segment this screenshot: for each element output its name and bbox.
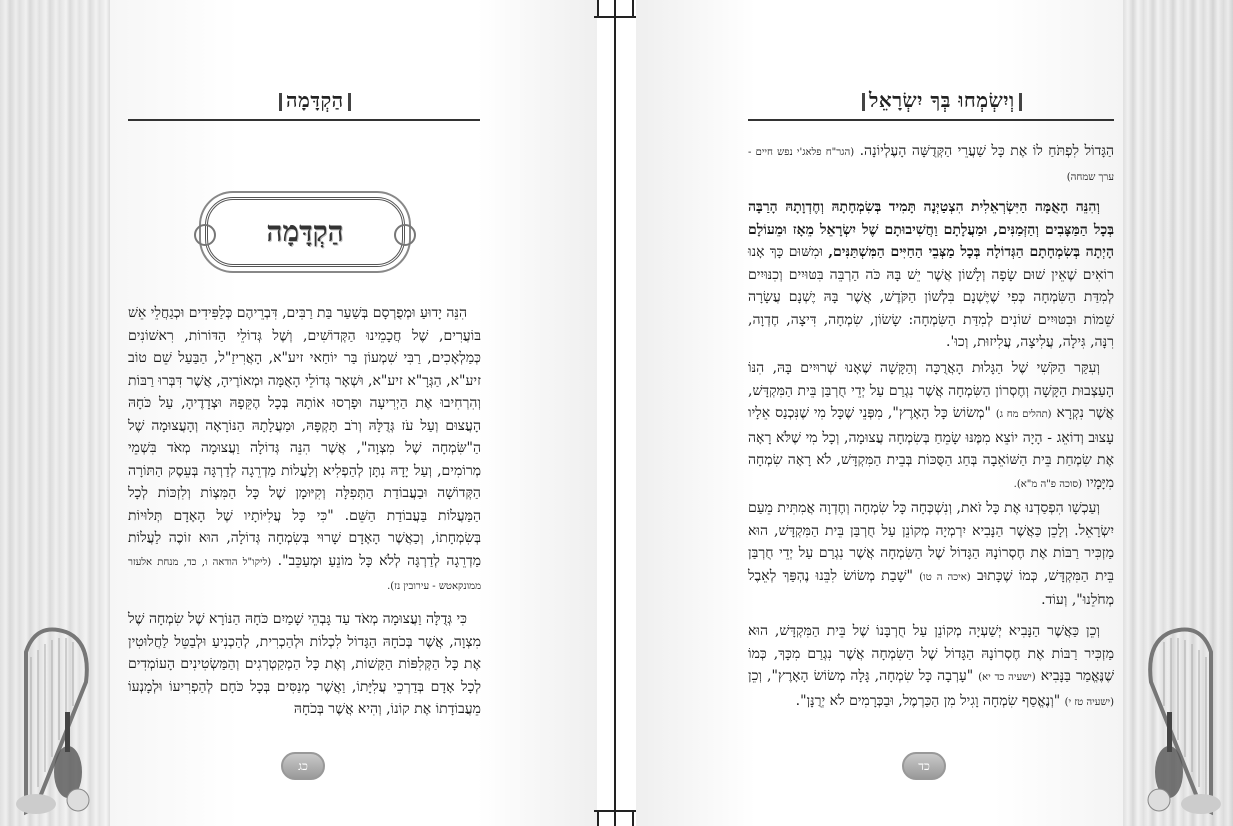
page-number-right: כד: [902, 752, 946, 780]
source-citation: (הגר"ח פלאג'י נפש חיים - ערך שמחה): [748, 147, 1114, 183]
chapter-title: הַקְדָּמָה: [266, 215, 344, 248]
left-page: [0, 0, 597, 826]
left-header-rule: [128, 119, 480, 121]
crop-mark-top-right: [632, 0, 634, 16]
page-number-left: כג: [281, 752, 325, 780]
crop-mark-top-left: [597, 0, 599, 16]
chapter-title-frame: [205, 197, 405, 267]
bold-intro: וְהִנֵּה הָאֻמָּה הַיִּשְׂרְאֵלִית הִצְטַיְּנָה תָּמִיד בְּשִׂמְחָתָהּ וְחֶדְוָתָהּ הָרַבָּה בְּכָל הַמַּצָּבִים וְהַזְּמַנִּים, וּמַעֲלָתָם וַחֲשִׁיבוּתָם שֶׁל יִשְׂרָאֵל מֵאָז וּמֵעוֹלָם הָיְתָה בְּשִׂמְחָתָם הַגְּדוֹלָה בְּכָל מַצְּבֵי הַחַיִּים הַמִּשְׁתַּנִּים,: [748, 199, 1114, 260]
book-gutter: [597, 0, 636, 826]
right-paragraph-4: וְכֵן כַּאֲשֶׁר הַנָּבִיא יְשַׁעְיָה מְקוֹנֵן עַל חֻרְבָּנוֹ שֶׁל בֵּית הַמִּקְדָּשׁ, הוּא מַזְכִּיר רַבּוֹת אֶת חֶסְרוֹנָהּ הַגָּדוֹל שֶׁל הַשִּׂמְחָה אֲשֶׁר נִגְרַם מִכָּךְ, כְּמוֹ שֶׁנֶּאֱמַר בַּנָּבִיא (ישעיה כד יא) "עָרְבָה כָּל שִׂמְחָה, גָּלָה מְשׂוֹשׂ הָאָרֶץ", וְכֵן (ישעיה טז י) "וְנֶאֱסַף שִׂמְחָה וָגִיל מִן הַכַּרְמֶל, וּבַכְּרָמִים לֹא יְרֻנָּן".: [748, 623, 1114, 709]
right-running-head: וְיִשְׂמְחוּ בְּךָ יִשְׂרָאֵל: [858, 88, 1026, 113]
left-paragraph-1: הִנֵּה יָדוּעַ וּמְפֻרְסָם בְּשַׁעַר בַּת רַבִּים, דִּבְרֵיהֶם כְּלַפִּידִים וּכְגַחֲלֵי אֵשׁ בּוֹעֲרִים, שֶׁל חֲכָמֵינוּ הַקְּדוֹשִׁים, וְשֶׁל גְּדוֹלֵי הַדּוֹרוֹת, רִאשׁוֹנִים כְּמַלְאָכִים, רַבִּי שִׁמְעוֹן בַּר יוֹחַאי זיע"א, הָאֲרִיזַ"ל, הַבַּעַל שֵׁם טוֹב זיע"א, הַגְּרָ"א זיע"א, וּשְׁאָר גְּדוֹלֵי הָאֻמָּה וּמְאוֹרֶיהָ, אֲשֶׁר דִּבְּרוּ רַבּוֹת וְהִרְחִיבוּ אֶת הַיְרִיעָה וּפָרְסוּ אוֹתָהּ בְּכָל הֶקֵּפָהּ וּצְדָדֶיהָ, עַל כֹּחָהּ הָעֲצוּם וְעַל עֹז גְּדֻלָּהּ וְרֹב תָּקְפָּהּ, וּמַעֲלָתָהּ הַנּוֹרָאָה וְהָעֲצוּמָה שֶׁל הַ"שִּׂמְחָה שֶׁל מִצְוָה", אֲשֶׁר הִנֵּה גְּדוֹלָה וַעֲצוּמָה מְאֹד בִּשְׁמֵי מְרוֹמִים, וְעַל יָדָהּ נִתָּן לְהַפְלִיא וְלַעֲלוֹת מַדְרֵגָה לְדַרְגָּה בְּעֵסֶק הַתּוֹרָה הַקְּדוֹשָׁה וּבַעֲבוֹדַת הַתְּפִלָּה וְקִיּוּמָן שֶׁל כָּל הַמִּצְוֹת וְלִזְכּוֹת לְכָל הַמַּעֲלוֹת בַּעֲבוֹדַת הַשֵּׁם. "כִּי כָּל עֲלִיּוֹתָיו שֶׁל הָאָדָם תְּלוּיוֹת בְּשִׂמְחָתוֹ, וְכַאֲשֶׁר הָאָדָם שָׁרוּי בְּשִׂמְחָה גְּדוֹלָה, הוּא זוֹכֶה לַעֲלוֹת מַדְרֵגָה לְדַרְגָּה לְלֹא כָּל מוֹנֵעַ וּמְעַכֵּב". (ליקו"ל הודאה ו, כד, מנחת אלעזר ממונקאטש - עירובין נז).: [128, 305, 481, 592]
left-paragraph-2: כִּי גְּדֻלָּה וַעֲצוּמָה מְאֹד עַד גָּבְהֵי שָׁמַיִם כֹּחָהּ הַנּוֹרָא שֶׁל שִׂמְחָה שֶׁל מִצְוָה, אֲשֶׁר בְּכֹחָהּ הַגָּדוֹל לִכְלוֹת וּלְהַכְרִית, לְהַכְנִיעַ וּלְבַטֵּל לַחֲלוּטִין אֶת כָּל הַקְּלִפּוֹת הַקָּשׁוֹת, וְאֶת כָּל הַמְקַטְרְגִים וְהַמַּשְׂטִינִים הָעוֹמְדִים לְכָל אָדָם בְּדַרְכֵי עֲלִיָּתוֹ, וַאֲשֶׁר מְנַסִּים בְּכָל כֹּחָם לְהַפְרִיעוֹ וּלְמָנְעוֹ מֵעֲבוֹדָתוֹ אֶת קוֹנוֹ, וְהִיא אֲשֶׁר בְּכֹחָהּ: [128, 611, 481, 717]
crop-mark-top: [594, 16, 636, 18]
right-page: [636, 0, 1233, 826]
left-running-head: הַקְדָּמָה: [275, 88, 355, 113]
gutter-fold-line: [614, 0, 616, 826]
harp-violin-illustration-right: [1141, 612, 1231, 822]
right-paragraph-2: וְעִקַּר הַקֹּשִׁי שֶׁל הַגָּלוּת הָאֲרֻכָּה וְהַקָּשָׁה שֶׁאָנוּ שְׁרוּיִים בָּהּ, הִנּוֹ הָעַצְבוּת הַקָּשָׁה וְחֶסְרוֹן הַשִּׂמְחָה אֲשֶׁר נִגְרַם עַל יְדֵי חֻרְבַּן בֵּית הַמִּקְדָּשׁ, אֲשֶׁר נִקְרָא (תהלים מח ג) "מְשׂוֹשׂ כָּל הָאָרֶץ", מִפְּנֵי שֶׁכָּל מִי שֶׁנִּכְנַס אֵלָיו עָצוּב וְדוֹאֵג - הָיָה יוֹצֵא מִמֶּנּוּ שָׂמֵחַ בְּשִׂמְחָה עֲצוּמָה, וְכָל מִי שֶׁלֹּא רָאָה אֶת שִׂמְחַת בֵּית הַשּׁוֹאֵבָה בְּחַג הַסֻּכּוֹת בְּבֵית הַמִּקְדָּשׁ, לֹא רָאָה שִׂמְחָה מִיָּמָיו (סוכה פ"ה מ"א).: [748, 360, 1115, 491]
crop-mark-bottom: [594, 810, 636, 812]
source-citation: (ליקו"ל הודאה ו, כד, מנחת אלעזר ממונקאטש - עירובין נז).: [128, 556, 481, 592]
right-paragraph-1: וְהִנֵּה הָאֻמָּה הַיִּשְׂרְאֵלִית הִצְטַיְּנָה תָּמִיד בְּשִׂמְחָתָהּ וְחֶדְוָתָהּ הָרַבָּה בְּכָל הַמַּצָּבִים וְהַזְּמַנִּים, וּמַעֲלָתָם וַחֲשִׁיבוּתָם שֶׁל יִשְׂרָאֵל מֵאָז וּמֵעוֹלָם הָיְתָה בְּשִׂמְחָתָם הַגְּדוֹלָה בְּכָל מַצְּבֵי הַחַיִּים הַמִּשְׁתַּנִּים, וּמִשּׁוּם כָּךְ אָנוּ רוֹאִים שֶׁאֵין שׁוּם שָׂפָה וְלָשׁוֹן אֲשֶׁר יֵשׁ בָּהּ כֹּה הַרְבֵּה בִּטּוּיִים וְכִנּוּיִים לְמִדַּת הַשִּׂמְחָה כְּפִי שֶׁיֶּשְׁנָם בִּלְשׁוֹן הַקֹּדֶשׁ, אֲשֶׁר בָּהּ יֶשְׁנָם עֲשָׂרָה שֵׁמוֹת וּבִטּוּיִים שׁוֹנִים לְמִדַּת הַשִּׂמְחָה: שָׂשׂוֹן, שִׂמְחָה, דִּיצָה, חֶדְוָה, רִנָּה, גִּילָה, עֲלִיצָה, עֲלִיזוּת, וְכוּ'.: [748, 199, 1114, 350]
crop-mark-bottom-right: [632, 812, 634, 826]
harp-violin-illustration-left: [6, 612, 96, 822]
right-opening-line: הַגָּדוֹל לִפְתֹּחַ לוֹ אֶת כָּל שַׁעֲרֵי הַקְּדֻשָּׁה הָעֶלְיוֹנָה. (הגר"ח פלאג'י נפש חיים - ערך שמחה): [748, 143, 1114, 183]
right-header-rule: [748, 119, 1114, 121]
crop-mark-bottom-left: [597, 812, 599, 826]
right-paragraph-3: וְעַכְשָׁו הִפְסַדְנוּ אֶת כָּל זֹאת, וְנִשְׁכְּחָה כָּל שִׂמְחָה וְחֶדְוָה אֲמִתִּית מֵעַם יִשְׂרָאֵל. וְלָכֵן כַּאֲשֶׁר הַנָּבִיא יִרְמְיָה מְקוֹנֵן עַל חֻרְבַּן בֵּית הַמִּקְדָּשׁ, הוּא מַזְכִּיר רַבּוֹת אֶת חֶסְרוֹנָהּ הַגָּדוֹל שֶׁל הַשִּׂמְחָה אֲשֶׁר נִגְרַם עַל יְדֵי חֻרְבַּן בֵּית הַמִּקְדָּשׁ, כְּמוֹ שֶׁכָּתוּב (איכה ה טו) "שָׁבַת מְשׂוֹשׂ לִבֵּנוּ נֶהְפַּךְ לְאֵבֶל מְחֹלֵנוּ", וְעוֹד.: [748, 500, 1115, 608]
